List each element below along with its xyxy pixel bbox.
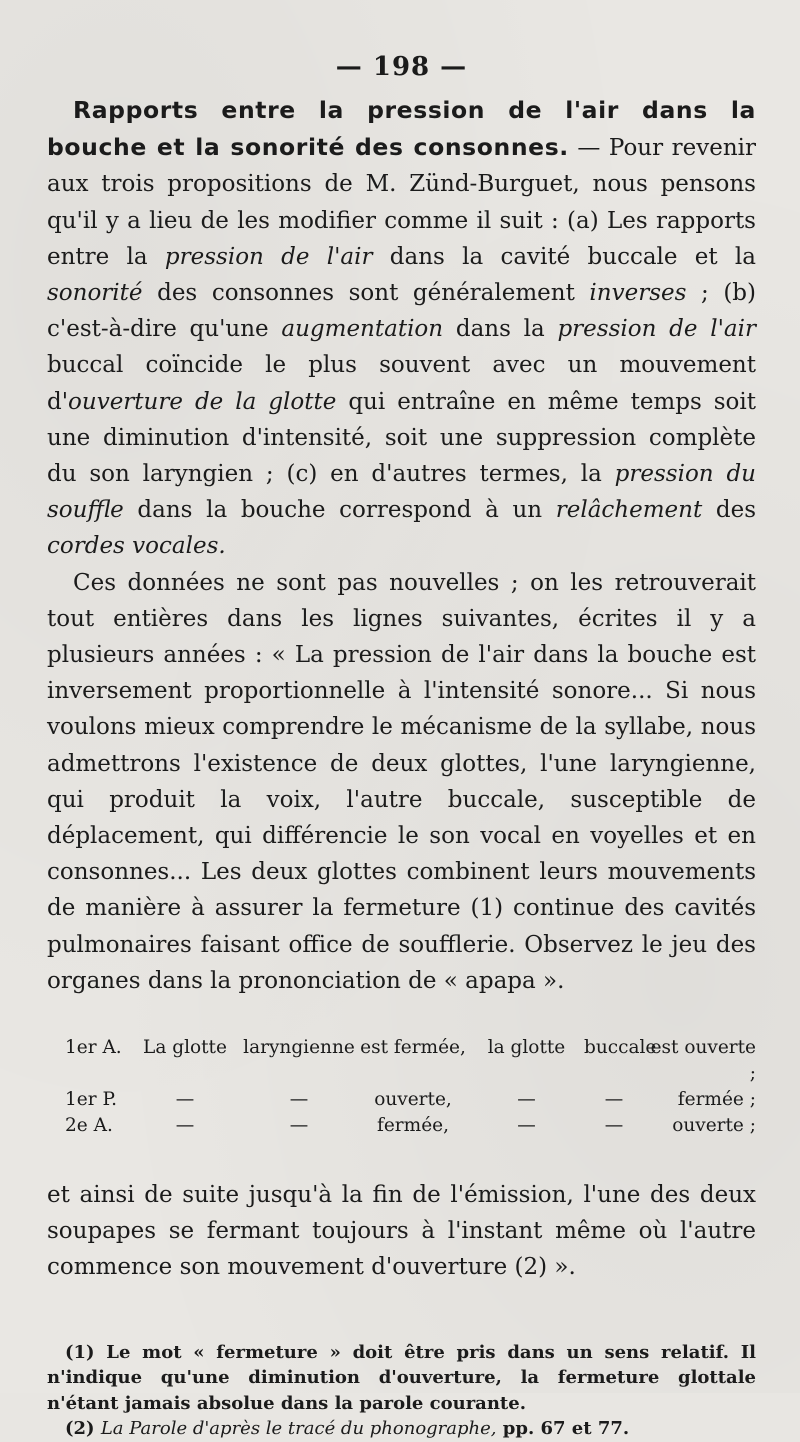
p1-text-5: dans la [443, 316, 558, 343]
p1-text-8: dans la bouche correspond à un [123, 497, 556, 524]
table-cell: — [289, 1089, 309, 1111]
table-cell: buccale [584, 1037, 657, 1059]
p1-italic-1: pression de l'air [164, 243, 373, 270]
table-cell: fermée ; [677, 1089, 756, 1111]
table-cell: — [517, 1089, 536, 1111]
table-row [47, 1035, 756, 1087]
footnote-2 [47, 1416, 756, 1442]
p1-italic-3: inverses [589, 280, 687, 307]
table-cell: — [175, 1115, 195, 1137]
p1-italic-7: pression du souffle [47, 461, 756, 524]
p1-text-7: qui entraîne en même temps soit une diminution d'intensité, soit une suppression complète du son laryngien ; (c) en d'autres termes, la [47, 388, 756, 488]
body-text [47, 92, 756, 999]
footnotes [47, 1340, 756, 1442]
p1-text-6: buccal coïncide le plus souvent avec un mouvement d' [47, 352, 756, 415]
p1-italic-8: relâchement [555, 497, 703, 524]
p1-italic-4: augmentation [281, 316, 444, 343]
table-cell: est fermée, [360, 1037, 466, 1059]
table-cell: — [289, 1115, 309, 1137]
table-cell: — [604, 1115, 624, 1137]
footnote-1: (1) Le mot « fermeture » doit être pris dans un sens relatif. Il n'indique qu'une diminution d'ouverture, la fermeture glottale n'étant jamais absolue dans la parole courante. [47, 1341, 756, 1414]
footnote-2-title: La Parole d'après le tracé du phonographe, [100, 1418, 497, 1440]
table-cell: est ouverte ; [650, 1037, 756, 1085]
section-heading: Rapports entre la pression de l'air dans la bouche et la sonorité des consonnes. [47, 96, 756, 162]
table-cell: La glotte [143, 1037, 227, 1059]
p1-italic-5: pression de l'air [557, 316, 756, 343]
table-row [47, 1087, 756, 1113]
p1-italic-2: sonorité [47, 280, 143, 307]
table-cell: laryngienne [243, 1037, 355, 1059]
table-cell: la glotte [487, 1037, 566, 1059]
table-cell: — [604, 1089, 624, 1111]
glottis-table [47, 1035, 756, 1139]
p1-text-4: ; (b) c'est-à-dire qu'une [47, 280, 757, 343]
p1-italic-6: ouverture de la glotte [68, 388, 337, 415]
paragraph-2: Ces données ne sont pas nouvelles ; on les retrouverait tout entières dans les lignes suivantes, écrites il y a plusieurs années : « La pression de l'air dans la bouche est inversement proportionnelle à l'intensité sonore... Si nous voulons mieux comprendre le mécanisme de la syllabe, nous admettrons l'existence de deux glottes, l'une laryngienne, qui produit la voix, l'autre buccale, susceptible de déplacement, qui différencie le son vocal en voyelles et en consonnes... Les deux glottes combinent leurs mouvements de manière à assurer la fermeture (1) continue des cavités pulmonaires faisant office de soufflerie. Observez le jeu des organes dans la prononciation de « apapa ». [47, 569, 756, 994]
p1-text-2: dans la cavité buccale et la [372, 243, 756, 270]
table-cell: — [517, 1115, 536, 1137]
page-number: — 198 — [335, 52, 468, 82]
body-text-continued [47, 1177, 756, 1286]
table-row [47, 1113, 756, 1139]
p1-text-3: des consonnes sont généralement [142, 280, 590, 307]
paragraph-3: et ainsi de suite jusqu'à la fin de l'émission, l'une des deux soupapes se fermant toujours à l'instant même où l'autre commence son mouvement d'ouverture (2) ». [47, 1182, 756, 1281]
table-cell: ouverte, [374, 1089, 452, 1111]
row-label: 1er P. [65, 1089, 118, 1111]
table-cell: — [175, 1089, 195, 1111]
table-cell: fermée, [377, 1115, 449, 1137]
row-label: 1er A. [65, 1037, 122, 1059]
footnote-2-number: (2) [65, 1418, 101, 1440]
p1-text-1: Pour revenir aux trois propositions de M. Zünd-Burguet, nous pensons qu'il y a lieu de les modifier comme il suit : (a) Les rapports entre la [47, 135, 757, 270]
p1-text-9: des [702, 497, 756, 524]
table-cell: ouverte ; [672, 1115, 756, 1137]
heading-dash: — [577, 135, 609, 162]
paragraph-1 [47, 92, 756, 565]
p1-italic-9: cordes vocales. [47, 533, 226, 560]
row-label: 2e A. [65, 1115, 113, 1137]
footnote-2-pages: pp. 67 et 77. [496, 1418, 630, 1440]
